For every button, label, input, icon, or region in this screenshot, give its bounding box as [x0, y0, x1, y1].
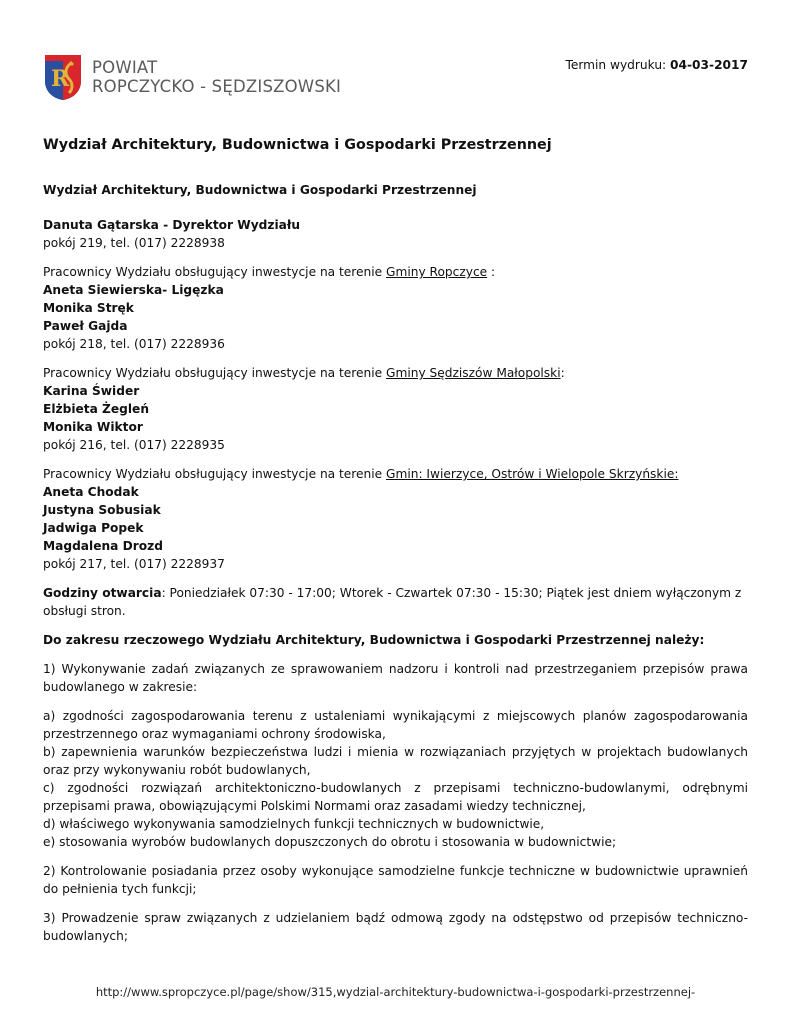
staff-name: Karina Świder: [43, 384, 140, 398]
page-title: Wydział Architektury, Budownictwa i Gospodarki Przestrzennej: [43, 137, 552, 153]
director-name: Danuta Gątarska - Dyrektor Wydziału: [43, 218, 301, 232]
logo-line-1: POWIAT: [92, 58, 158, 77]
gmina-link[interactable]: Gmin: Iwierzyce, Ostrów i Wielopole Skrzyńskie:: [386, 467, 679, 481]
staff-group-intro: [43, 465, 748, 483]
staff-group-1: [43, 263, 748, 353]
staff-room: pokój 216, tel. (017) 2228935: [43, 438, 225, 452]
staff-name: Aneta Chodak: [43, 485, 139, 499]
director-block: [43, 216, 748, 252]
staff-group-intro: [43, 364, 748, 382]
crest-icon: [43, 53, 83, 101]
opening-hours-text: : Poniedziałek 07:30 - 17:00; Wtorek - Czwartek 07:30 - 15:30; Piątek jest dniem wyłączonym z obsługi stron.: [43, 586, 742, 618]
staff-name: Paweł Gajda: [43, 319, 128, 333]
staff-name: Justyna Sobusiak: [43, 503, 161, 517]
department-subtitle: Wydział Architektury, Budownictwa i Gospodarki Przestrzennej: [43, 183, 477, 197]
staff-name: Monika Wiktor: [43, 420, 143, 434]
scope-item-1: 1) Wykonywanie zadań związanych ze sprawowaniem nadzoru i kontroli nad przestrzeganiem przepisów prawa budowlanego w zakresie:: [43, 662, 748, 694]
scope-item-2: 2) Kontrolowanie posiadania przez osoby wykonujące samodzielne funkcje techniczne w budownictwie uprawnień do pełnienia tych funkcji;: [43, 864, 748, 896]
scope-sub-list: [43, 707, 748, 851]
print-date-label: Termin wydruku:: [565, 58, 671, 72]
scope-item-3: 3) Prowadzenie spraw związanych z udzielaniem bądź odmową zgody na odstępstwo od przepisów techniczno-budowlanych;: [43, 911, 748, 943]
staff-room: pokój 217, tel. (017) 2228937: [43, 557, 225, 571]
staff-group-3: [43, 465, 748, 573]
intro-suffix: :: [487, 265, 496, 279]
intro-text: Pracownicy Wydziału obsługujący inwestycje na terenie: [43, 265, 387, 279]
intro-suffix: :: [560, 366, 565, 380]
scope-sub-item: c) zgodności rozwiązań architektoniczno-budowlanych z przepisami techniczno-budowlanymi, odrębnymi przepisami prawa, obowiązującymi Polskimi Normami oraz zasadami wiedzy technicznej,: [43, 781, 748, 813]
gmina-link[interactable]: Gminy Ropczyce: [386, 265, 488, 279]
logo-text: [92, 58, 341, 96]
logo-line-2: ROPCZYCKO - SĘDZISZOWSKI: [92, 77, 342, 96]
scope-sub-item: d) właściwego wykonywania samodzielnych funkcji technicznych w budownictwie,: [43, 817, 545, 831]
staff-group-intro: [43, 263, 748, 281]
staff-name: Elżbieta Żegleń: [43, 402, 150, 416]
powiat-logo[interactable]: [43, 53, 341, 101]
staff-name: Magdalena Drozd: [43, 539, 163, 553]
staff-room: pokój 218, tel. (017) 2228936: [43, 337, 225, 351]
staff-name: Monika Stręk: [43, 301, 134, 315]
intro-text: Pracownicy Wydziału obsługujący inwestycje na terenie: [43, 467, 387, 481]
print-date: [565, 58, 748, 72]
gmina-link[interactable]: Gminy Sędziszów Małopolski: [386, 366, 561, 380]
opening-hours: [43, 584, 748, 620]
scope-heading: Do zakresu rzeczowego Wydziału Architektury, Budownictwa i Gospodarki Przestrzennej należy:: [43, 633, 705, 647]
scope-sub-item: b) zapewnienia warunków bezpieczeństwa ludzi i mienia w rozwiązaniach przyjętych w projektach budowlanych oraz przy wykonywaniu robót budowlanych,: [43, 745, 748, 777]
svg-text:R: R: [51, 66, 70, 92]
print-date-value: 04-03-2017: [670, 58, 748, 72]
main-content: [43, 136, 748, 956]
opening-hours-label: Godziny otwarcia: [43, 586, 162, 600]
page-header: [43, 53, 748, 105]
intro-text: Pracownicy Wydziału obsługujący inwestycje na terenie: [43, 366, 387, 380]
footer-url[interactable]: http://www.spropczyce.pl/page/show/315,wydzial-architektury-budownictwa-i-gospodarki-przestrzennej-: [95, 985, 696, 999]
staff-name: Aneta Siewierska- Ligęzka: [43, 283, 224, 297]
scope-sub-item: a) zgodności zagospodarowania terenu z ustaleniami wynikającymi z miejscowych planów zagospodarowania przestrzennego oraz wymaganiami ochrony środowiska,: [43, 709, 748, 741]
staff-group-2: [43, 364, 748, 454]
scope-sub-item: e) stosowania wyrobów budowlanych dopuszczonych do obrotu i stosowania w budownictwie;: [43, 835, 617, 849]
director-room: pokój 219, tel. (017) 2228938: [43, 236, 225, 250]
staff-name: Jadwiga Popek: [43, 521, 144, 535]
